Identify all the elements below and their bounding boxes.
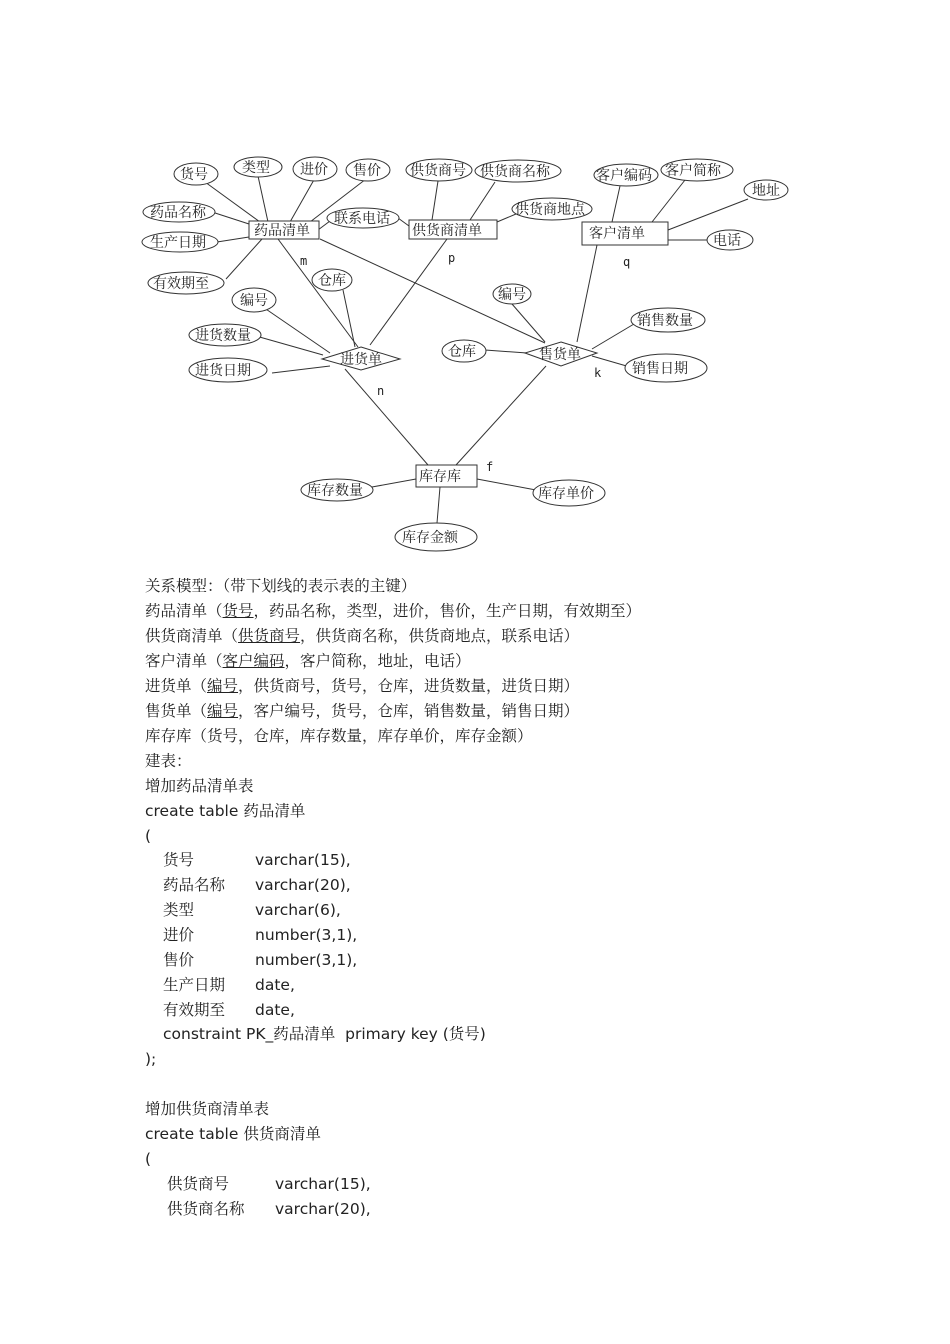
attr-cus-short-label: 客户简称 <box>665 163 721 179</box>
rel-cus-pk: 客户编码 <box>222 652 285 670</box>
relation-purchase-line <box>145 674 579 699</box>
attr-cus-id-label: 客户编码 <box>596 168 652 184</box>
rel-pur-rest: ，供货商号，货号，仓库，进货数量，进货日期） <box>238 677 580 695</box>
attr-sup-id-label: 供货商号 <box>410 163 466 179</box>
create-supplier-statement: create table 供货商清单 <box>145 1125 321 1143</box>
rel-drug-rest: ，药品名称，类型，进价，售价，生产日期，有效期至） <box>253 602 642 620</box>
cardinality-n: n <box>377 384 385 398</box>
drug-constraint: constraint PK_药品清单 primary key (货号) <box>163 1025 486 1043</box>
attr-drug-name-label: 药品名称 <box>150 205 206 221</box>
attr-pur-wh-label: 仓库 <box>318 273 346 289</box>
rel-pur-pre: 进货单（ <box>145 677 208 695</box>
attr-sale-no-label: 编号 <box>498 287 526 303</box>
relation-customer-line <box>145 649 471 674</box>
cardinality-f: f <box>486 460 494 474</box>
col-type: number(3,1), <box>255 926 358 944</box>
col-type: varchar(6), <box>255 901 341 919</box>
attr-sale-wh-label: 仓库 <box>448 344 476 360</box>
entity-supplier-label: 供货商清单 <box>412 223 482 239</box>
rel-sale-rest: ，客户编号，货号，仓库，销售数量，销售日期） <box>238 702 580 720</box>
col-type: date, <box>255 976 295 994</box>
model-title: 关系模型：（带下划线的表示表的主键） <box>145 577 417 595</box>
col-name: 供货商名称 <box>167 1200 245 1218</box>
sup-col-row <box>167 1172 371 1197</box>
relation-sale-label: 售货单 <box>539 347 581 363</box>
cardinality-p: p <box>448 251 456 265</box>
drug-col-row <box>163 998 295 1023</box>
rel-sale-pk: 编号 <box>207 702 239 720</box>
entity-inventory-label: 库存库 <box>419 469 461 485</box>
cardinality-m: m <box>300 254 308 268</box>
col-type: number(3,1), <box>255 951 358 969</box>
relation-sale-line <box>145 699 579 724</box>
col-type: varchar(20), <box>275 1200 371 1218</box>
sup-col-row <box>167 1197 371 1222</box>
attr-drug-id-label: 货号 <box>180 167 208 183</box>
attr-pur-no-label: 编号 <box>240 293 268 309</box>
col-type: varchar(15), <box>255 851 351 869</box>
drug-col-row <box>163 973 295 998</box>
rel-cus-pre: 客户清单（ <box>145 652 223 670</box>
create-drug-statement: create table 药品清单 <box>145 802 306 820</box>
cardinality-q: q <box>623 255 631 269</box>
er-diagram <box>0 0 950 560</box>
rel-pur-pk: 编号 <box>207 677 239 695</box>
rel-drug-pre: 药品清单（ <box>145 602 223 620</box>
open-paren: ( <box>145 827 152 845</box>
relation-supplier-line <box>145 624 579 649</box>
attr-cus-phone-label: 电话 <box>713 233 741 249</box>
entity-customer-label: 客户清单 <box>589 226 645 242</box>
cardinality-k: k <box>594 366 602 380</box>
attr-drug-exp-label: 有效期至 <box>153 276 209 292</box>
drug-col-row <box>163 923 357 948</box>
relation-inventory-line: 库存库（货号，仓库，库存数量，库存单价，库存金额） <box>145 727 533 745</box>
rel-sale-pre: 售货单（ <box>145 702 208 720</box>
attr-pur-qty-label: 进货数量 <box>195 328 251 344</box>
rel-cus-rest: ，客户简称，地址，电话） <box>284 652 471 670</box>
col-name: 货号 <box>163 851 195 869</box>
relation-purchase-label: 进货单 <box>340 352 382 368</box>
attr-drug-mfg-label: 生产日期 <box>150 235 206 251</box>
col-name: 药品名称 <box>163 876 226 894</box>
col-name: 有效期至 <box>163 1001 226 1019</box>
rel-drug-pk: 货号 <box>222 602 254 620</box>
build-label: 建表： <box>145 752 192 770</box>
drug-col-row <box>163 873 351 898</box>
rel-sup-rest: ，供货商名称，供货商地点，联系电话） <box>300 627 580 645</box>
attr-sup-phone-label: 联系电话 <box>334 211 390 227</box>
drug-col-row <box>163 848 351 873</box>
entity-drug-label: 药品清单 <box>254 223 310 239</box>
close-paren: ); <box>145 1050 157 1068</box>
attr-inv-price-label: 库存单价 <box>538 486 594 502</box>
attr-sup-name-label: 供货商名称 <box>480 164 550 180</box>
col-name: 生产日期 <box>163 976 226 994</box>
col-type: varchar(15), <box>275 1175 371 1193</box>
attr-pur-date-label: 进货日期 <box>195 363 251 379</box>
open-paren: ( <box>145 1150 152 1168</box>
col-type: date, <box>255 1001 295 1019</box>
rel-sup-pk: 供货商号 <box>238 627 301 645</box>
attr-inv-qty-label: 库存数量 <box>307 483 363 499</box>
attr-sale-qty-label: 销售数量 <box>637 313 693 329</box>
attr-cus-addr-label: 地址 <box>752 183 780 199</box>
col-name: 类型 <box>163 901 195 919</box>
attr-drug-type-label: 类型 <box>242 160 270 176</box>
col-name: 进价 <box>163 926 195 944</box>
col-name: 售价 <box>163 951 195 969</box>
drug-col-row <box>163 948 357 973</box>
attr-sale-date-label: 销售日期 <box>632 361 688 377</box>
add-supplier-label: 增加供货商清单表 <box>145 1100 270 1118</box>
attr-inv-amount-label: 库存金额 <box>402 530 458 546</box>
relation-drug-line <box>145 599 641 624</box>
drug-col-row <box>163 898 341 923</box>
attr-drug-in-price-label: 进价 <box>300 162 328 178</box>
rel-sup-pre: 供货商清单（ <box>145 627 239 645</box>
attr-drug-out-price-label: 售价 <box>353 163 381 179</box>
col-name: 供货商号 <box>167 1175 230 1193</box>
attr-sup-addr-label: 供货商地点 <box>515 202 585 218</box>
add-drug-label: 增加药品清单表 <box>145 777 254 795</box>
col-type: varchar(20), <box>255 876 351 894</box>
